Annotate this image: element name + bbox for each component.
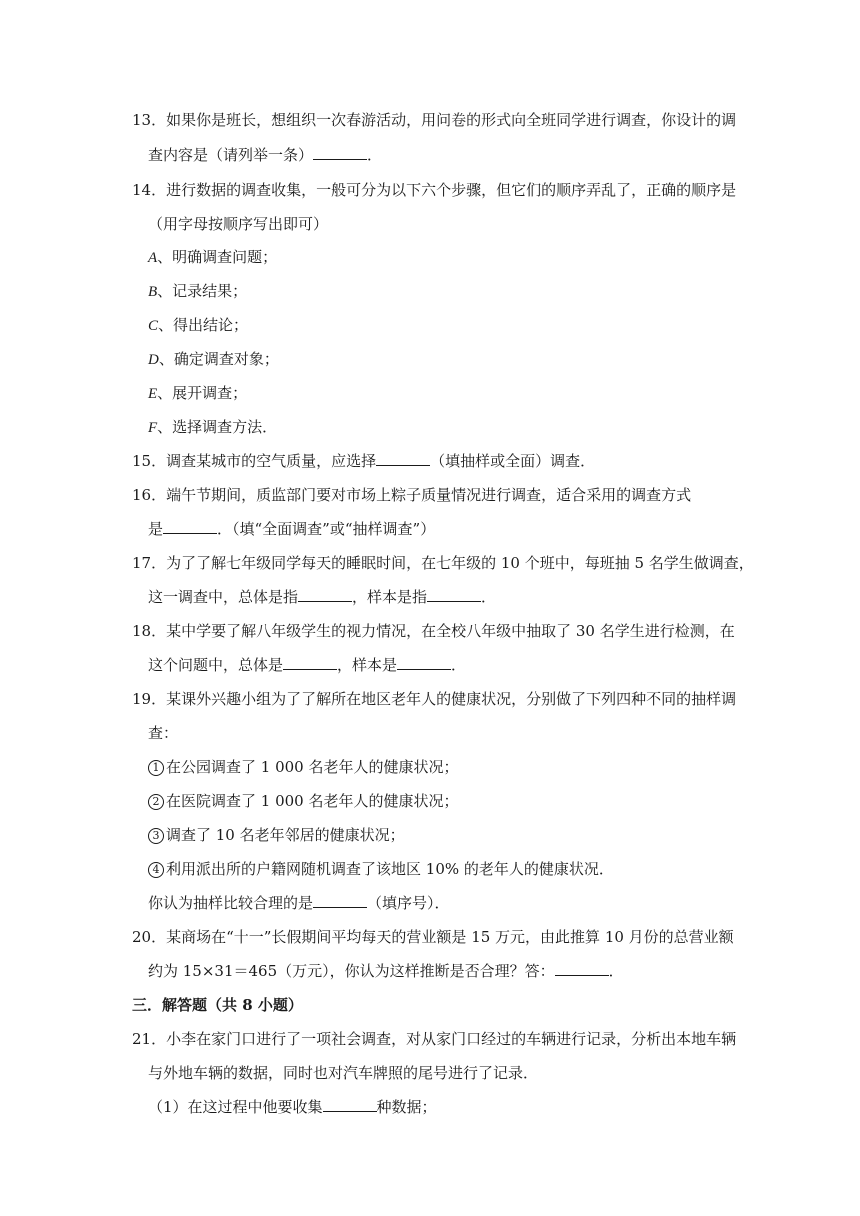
q14-line2: （用字母按顺序写出即可） [148, 215, 329, 233]
q18-line2: 这个问题中，总体是 ，样本是 ． [148, 656, 467, 674]
q14-option-e: E、展开调查； [148, 384, 248, 402]
q14-option-c: C、得出结论； [148, 316, 249, 334]
answer-blank[interactable] [313, 893, 367, 908]
answer-blank[interactable] [298, 587, 352, 602]
q19-option-1: 1 在公园调查了 1 000 名老年人的健康状况； [148, 757, 458, 777]
circled-number: 3 [148, 828, 164, 844]
answer-blank[interactable] [397, 655, 451, 670]
q15-line1: 15．调查某城市的空气质量，应选择 （填抽样或全面）调查． [132, 452, 596, 470]
q14-option-b: B、记录结果； [148, 282, 248, 300]
q13-line1: 13．如果你是班长，想组织一次春游活动，用问卷的形式向全班同学进行调查，你设计的调 [132, 111, 737, 129]
q14-option-a: A、明确调查问题； [148, 248, 278, 266]
q18-line1: 18．某中学要了解八年级学生的视力情况，在全校八年级中抽取了 30 名学生进行检测，在 [132, 622, 735, 640]
q19-option-2: 2 在医院调查了 1 000 名老年人的健康状况； [148, 791, 458, 811]
section-heading: 三．解答题（共 8 小题） [132, 996, 303, 1014]
q19-option-4: 4 利用派出所的户籍网随机调查了该地区 10% 的老年人的健康状况． [148, 859, 614, 879]
q21-line2: 与外地车辆的数据，同时也对汽车牌照的尾号进行了记录． [148, 1064, 539, 1082]
q14-option-d: D、确定调查对象； [148, 350, 279, 368]
q19-line2: 查： [148, 724, 179, 742]
answer-blank[interactable] [283, 655, 337, 670]
q16-line1: 16．端午节期间，质监部门要对市场上粽子质量情况进行调查，适合采用的调查方式 [132, 486, 692, 504]
answer-blank[interactable] [163, 519, 217, 534]
q20-line2: 约为 15×31＝465（万元），你认为这样推断是否合理？答： ． [148, 962, 624, 980]
circled-number: 1 [148, 760, 164, 776]
q19-line1: 19．某课外兴趣小组为了了解所在地区老年人的健康状况，分别做了下列四种不同的抽样调 [132, 690, 737, 708]
circled-number: 4 [148, 862, 164, 878]
q16-line2: 是 ．（填“全面调查”或“抽样调查”） [148, 520, 436, 538]
q17-line1: 17．为了了解七年级同学每天的睡眠时间，在七年级的 10 个班中，每班抽 5 名学生做调查， [132, 554, 754, 572]
q20-line1: 20．某商场在“十一”长假期间平均每天的营业额是 15 万元，由此推算 10 月份的总营业额 [132, 928, 734, 946]
q17-line2: 这一调查中，总体是指 ，样本是指 ． [148, 588, 497, 606]
circled-number: 2 [148, 794, 164, 810]
answer-blank[interactable] [323, 1097, 377, 1112]
q19-option-3: 3 调查了 10 名老年邻居的健康状况； [148, 825, 405, 845]
q13-line2: 查内容是（请列举一条） ． [148, 146, 383, 164]
answer-blank[interactable] [313, 145, 367, 160]
q14-option-f: F、选择调查方法． [148, 418, 278, 436]
q21-line1: 21．小李在家门口进行了一项社会调查，对从家门口经过的车辆进行记录，分析出本地车辆 [132, 1030, 737, 1048]
q19-line3: 你认为抽样比较合理的是 （填序号）． [148, 894, 450, 912]
answer-blank[interactable] [376, 451, 430, 466]
answer-blank[interactable] [427, 587, 481, 602]
answer-blank[interactable] [555, 961, 609, 976]
q14-line1: 14．进行数据的调查收集，一般可分为以下六个步骤，但它们的顺序弄乱了，正确的顺序是 [132, 181, 737, 199]
q21-part1: （1）在这过程中他要收集 种数据； [148, 1098, 437, 1116]
